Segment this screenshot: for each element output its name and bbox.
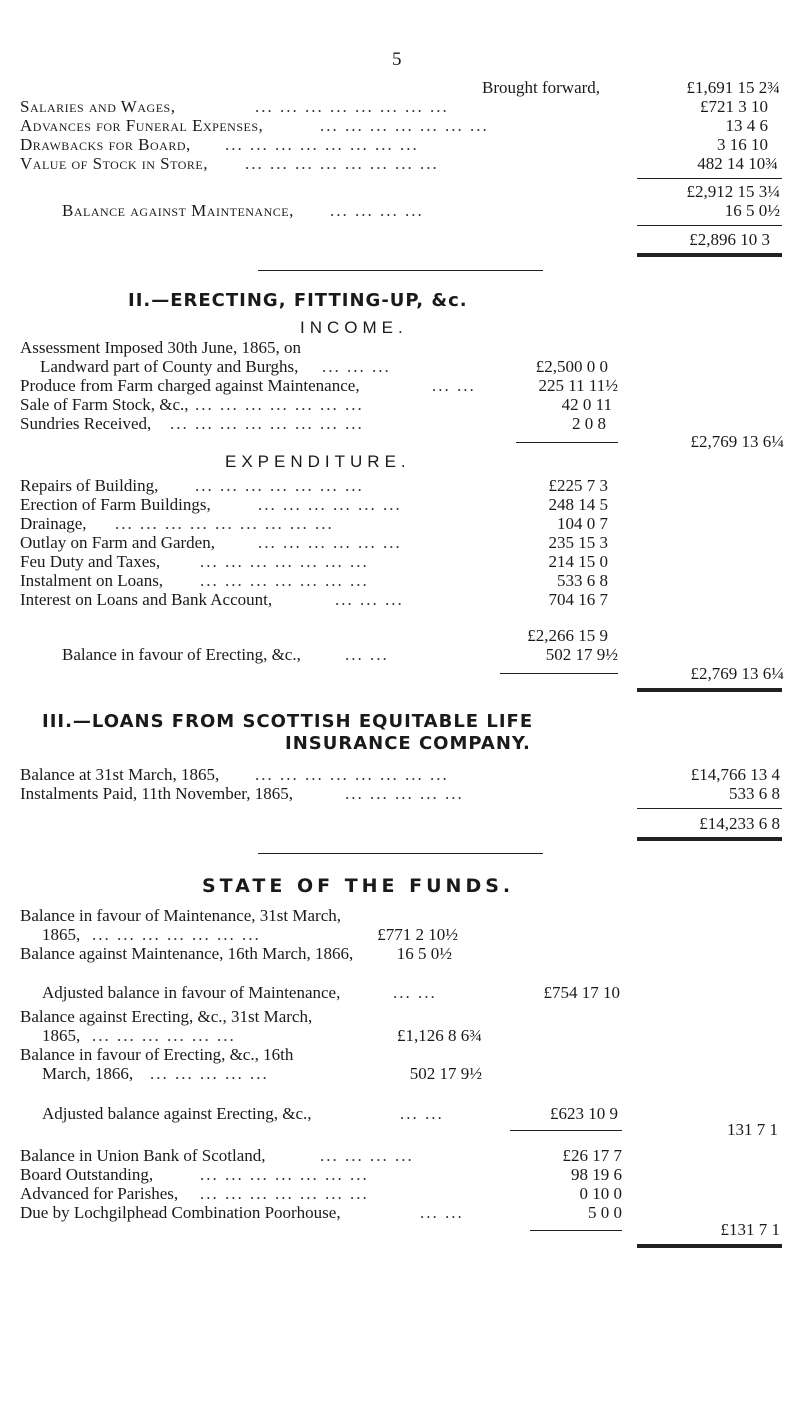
expenditure-heading: EXPENDITURE.: [225, 452, 411, 471]
divider: [637, 225, 782, 226]
row-label: Advances for Funeral Expenses,: [20, 116, 264, 135]
income-label: Sale of Farm Stock, &c.,: [20, 395, 189, 414]
double-rule: [637, 1244, 782, 1248]
adjusted-erecting-amount: £623 10 9: [550, 1104, 618, 1123]
subtotal-amount: £2,912 15 3¼: [686, 182, 780, 201]
bank-amount: 0 10 0: [579, 1184, 622, 1203]
leader-dots: ... ... ... ... ...: [150, 1064, 269, 1083]
leader-dots: ... ... ... ... ... ... ...: [200, 1184, 369, 1203]
balance-amount: 16 5 0½: [724, 201, 780, 220]
leader-dots: ... ... ... ...: [330, 201, 424, 220]
leader-dots: ... ...: [393, 983, 437, 1002]
row-label: Value of Stock in Store,: [20, 154, 208, 173]
leader-dots: ... ... ... ... ... ... ...: [320, 116, 489, 135]
expense-label: Interest on Loans and Bank Account,: [20, 590, 273, 609]
expense-label: Erection of Farm Buildings,: [20, 495, 211, 514]
total-amount: £2,896 10 3: [689, 230, 770, 249]
maintenance-against-amount: 16 5 0½: [396, 944, 452, 963]
leader-dots: ... ... ... ... ... ... ... ... ...: [115, 514, 334, 533]
erecting-line: Balance against Erecting, &c., 31st March,: [20, 1007, 313, 1026]
divider: [637, 178, 782, 179]
expense-label: Instalment on Loans,: [20, 571, 164, 590]
bank-label: Board Outstanding,: [20, 1165, 154, 1184]
leader-dots: ... ... ... ... ... ... ...: [200, 552, 369, 571]
net-amount: 131 7 1: [727, 1120, 778, 1139]
loan-label: Balance at 31st March, 1865,: [20, 765, 220, 784]
leader-dots: ... ... ... ...: [320, 1146, 414, 1165]
row-label: Drawbacks for Board,: [20, 135, 191, 154]
row-amount: 13 4 6: [725, 116, 768, 135]
bank-label: Advanced for Parishes,: [20, 1184, 179, 1203]
leader-dots: ... ... ... ... ... ...: [258, 533, 402, 552]
divider: [637, 808, 782, 809]
leader-dots: ... ... ... ... ... ... ... ...: [225, 135, 419, 154]
section-heading: III.—LOANS FROM SCOTTISH EQUITABLE LIFE: [42, 711, 534, 732]
double-rule: [637, 837, 782, 841]
income-amount: £2,500 0 0: [535, 357, 608, 376]
leader-dots: ... ...: [420, 1203, 464, 1222]
leader-dots: ... ... ... ... ... ... ...: [195, 395, 364, 414]
expense-amount: 533 6 8: [557, 571, 608, 590]
section-separator: [258, 270, 543, 271]
leader-dots: ... ...: [432, 376, 476, 395]
expense-label: Repairs of Building,: [20, 476, 159, 495]
leader-dots: ... ...: [345, 645, 389, 664]
brought-forward-label: Brought forward,: [482, 78, 601, 97]
maintenance-line: Balance in favour of Maintenance, 31st March,: [20, 906, 341, 925]
expense-label: Outlay on Farm and Garden,: [20, 533, 215, 552]
maintenance-amount: £771 2 10½: [377, 925, 458, 944]
adjusted-erecting-label: Adjusted balance against Erecting, &c.,: [42, 1104, 312, 1123]
expense-amount: 214 15 0: [548, 552, 608, 571]
divider: [530, 1230, 622, 1231]
divider: [516, 442, 618, 443]
leader-dots: ... ...: [400, 1104, 444, 1123]
bank-amount: £26 17 7: [562, 1146, 622, 1165]
leader-dots: ... ... ... ... ... ... ... ...: [245, 154, 439, 173]
row-label: Salaries and Wages,: [20, 97, 176, 116]
double-rule: [637, 253, 782, 257]
bank-amount: 5 0 0: [588, 1203, 622, 1222]
income-heading: INCOME.: [300, 318, 408, 337]
leader-dots: ... ... ... ... ... ... ... ...: [255, 97, 449, 116]
expense-amount: £225 7 3: [548, 476, 608, 495]
row-amount: 482 14 10¾: [697, 154, 778, 173]
bank-total: £131 7 1: [720, 1220, 780, 1239]
balance-label: Balance against Maintenance,: [62, 201, 294, 220]
erecting-line: 1865,: [42, 1026, 81, 1045]
income-label: Assessment Imposed 30th June, 1865, on: [20, 338, 301, 357]
expense-amount: 248 14 5: [548, 495, 608, 514]
leader-dots: ... ... ... ... ...: [345, 784, 464, 803]
loan-label: Instalments Paid, 11th November, 1865,: [20, 784, 294, 803]
income-label: Produce from Farm charged against Maintenance,: [20, 376, 360, 395]
adjusted-maintenance-amount: £754 17 10: [543, 983, 620, 1002]
leader-dots: ... ... ... ... ... ... ... ...: [170, 414, 364, 433]
expense-label: Drainage,: [20, 514, 87, 533]
income-amount: 2 0 8: [572, 414, 606, 433]
leader-dots: ... ... ...: [322, 357, 391, 376]
bank-amount: 98 19 6: [571, 1165, 622, 1184]
adjusted-maintenance-label: Adjusted balance in favour of Maintenance,: [42, 983, 341, 1002]
leader-dots: ... ... ...: [335, 590, 404, 609]
maintenance-line: 1865,: [42, 925, 81, 944]
row-amount: 3 16 10: [717, 135, 768, 154]
bank-label: Due by Lochgilphead Combination Poorhouse,: [20, 1203, 341, 1222]
section-separator: [258, 853, 543, 854]
maintenance-against-label: Balance against Maintenance, 16th March, 1866,: [20, 944, 354, 963]
page-number: 5: [392, 49, 402, 70]
leader-dots: ... ... ... ... ... ... ...: [200, 1165, 369, 1184]
double-rule: [637, 688, 782, 692]
section-heading: II.—ERECTING, FITTING-UP, &c.: [128, 290, 468, 311]
bank-label: Balance in Union Bank of Scotland,: [20, 1146, 266, 1165]
loan-total: £14,233 6 8: [699, 814, 780, 833]
expense-label: Feu Duty and Taxes,: [20, 552, 161, 571]
erecting-amount: £1,126 8 6¾: [397, 1026, 482, 1045]
income-amount: 42 0 11: [561, 395, 612, 414]
leader-dots: ... ... ... ... ... ... ...: [195, 476, 364, 495]
balance-amount: 502 17 9½: [545, 645, 618, 664]
income-amount: 225 11 11½: [538, 376, 618, 395]
leader-dots: ... ... ... ... ... ... ...: [92, 925, 261, 944]
leader-dots: ... ... ... ... ... ...: [92, 1026, 236, 1045]
expense-amount: 235 15 3: [548, 533, 608, 552]
expense-amount: 704 16 7: [548, 590, 608, 609]
leader-dots: ... ... ... ... ... ...: [258, 495, 402, 514]
brought-forward-amount: £1,691 15 2¾: [686, 78, 780, 97]
section-heading-continued: INSURANCE COMPANY.: [285, 733, 531, 754]
loan-amount: 533 6 8: [729, 784, 780, 803]
section-heading: STATE OF THE FUNDS.: [202, 875, 515, 897]
balance-label: Balance in favour of Erecting, &c.,: [62, 645, 301, 664]
expense-subtotal: £2,266 15 9: [527, 626, 608, 645]
income-label: Landward part of County and Burghs,: [40, 357, 299, 376]
leader-dots: ... ... ... ... ... ... ...: [200, 571, 369, 590]
divider: [500, 673, 618, 674]
income-total: £2,769 13 6¼: [690, 432, 784, 451]
divider: [510, 1130, 622, 1131]
expense-amount: 104 0 7: [557, 514, 608, 533]
income-label: Sundries Received,: [20, 414, 152, 433]
leader-dots: ... ... ... ... ... ... ... ...: [255, 765, 449, 784]
erecting-favour-amount: 502 17 9½: [409, 1064, 482, 1083]
loan-amount: £14,766 13 4: [690, 765, 780, 784]
expenditure-total: £2,769 13 6¼: [690, 664, 784, 683]
erecting-favour-line: March, 1866,: [42, 1064, 134, 1083]
row-amount: £721 3 10: [700, 97, 768, 116]
erecting-favour-line: Balance in favour of Erecting, &c., 16th: [20, 1045, 294, 1064]
